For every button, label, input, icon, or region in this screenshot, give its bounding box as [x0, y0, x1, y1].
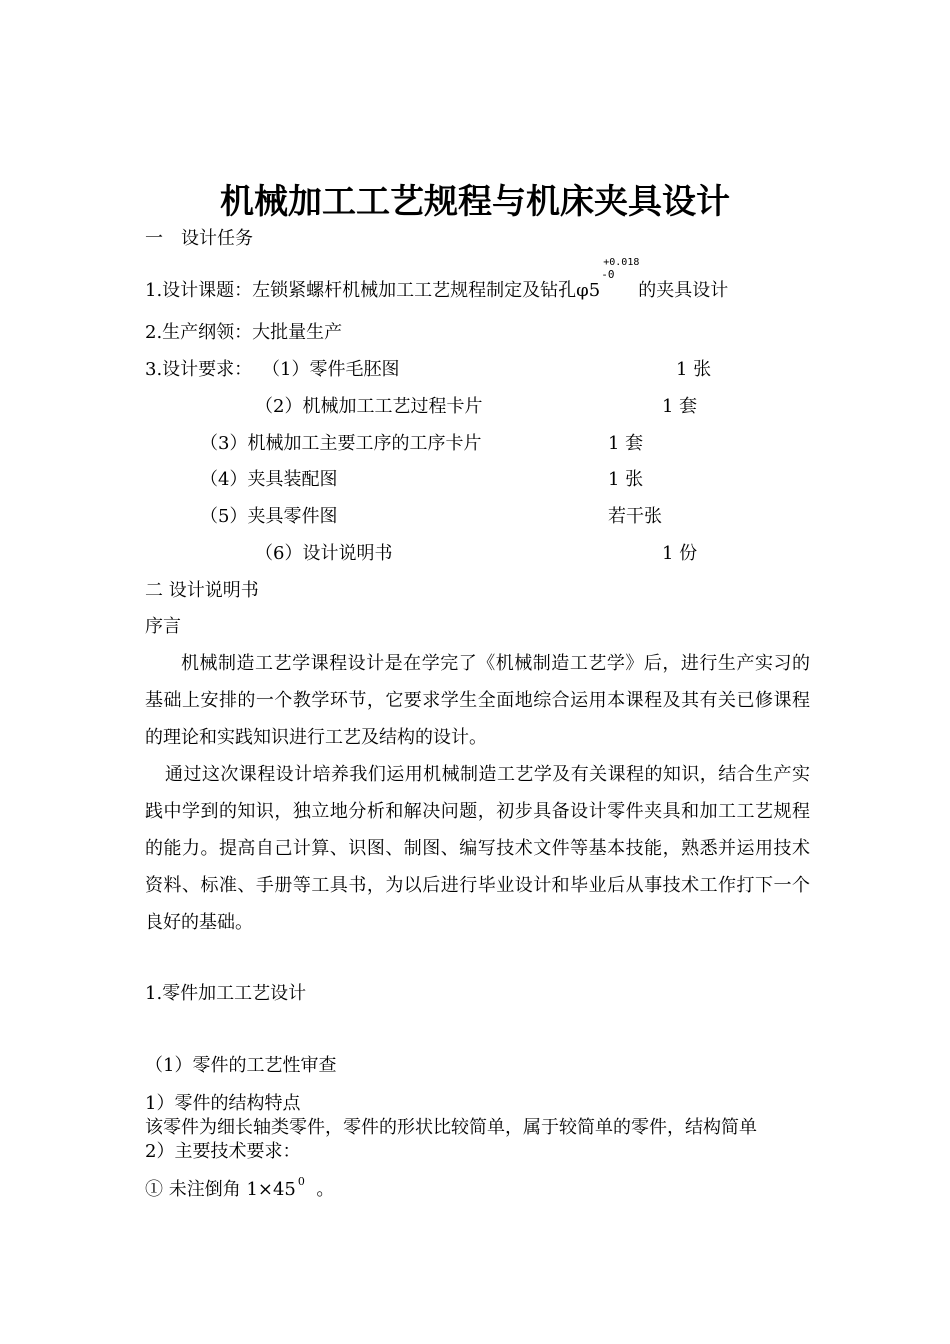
requirement-item: （6）设计说明书	[255, 543, 393, 564]
requirement-item: （5）夹具零件图	[200, 506, 338, 527]
requirements-label: 3.设计要求：	[145, 359, 253, 380]
requirement-item: （3）机械加工主要工序的工序卡片	[200, 433, 482, 454]
production-line: 2.生产纲领：大批量生产	[145, 322, 343, 343]
structure-text: 该零件为细长轴类零件，零件的形状比较简单，属于较简单的零件，结构简单	[145, 1117, 757, 1138]
requirement-qty: 1 张	[608, 469, 644, 490]
requirement-item: （1）零件毛胚图	[262, 359, 400, 380]
requirement-item: （4）夹具装配图	[200, 469, 338, 490]
tolerance-upper: +0.018	[603, 257, 640, 268]
design-topic-dimension: φ5	[576, 280, 601, 301]
preface-paragraph-1: 机械制造工艺学课程设计是在学完了《机械制造工艺学》后，进行生产实习的基础上安排的一个教学环节，它要求学生全面地综合运用本课程及其有关已修课程的理论和实践知识进行工艺及结构的设计。	[145, 653, 810, 748]
section-heading-design-task: 一 设计任务	[145, 228, 253, 249]
requirement-qty: 1 套	[608, 433, 644, 454]
tolerance-lower: -0	[601, 268, 615, 281]
chamfer-text: ① 未注倒角 1×45	[145, 1179, 296, 1200]
requirement-item: （2）机械加工工艺过程卡片	[255, 396, 483, 417]
design-topic-line	[145, 257, 729, 304]
requirement-qty: 1 套	[662, 396, 698, 417]
requirement-qty: 若干张	[608, 506, 662, 527]
tolerance-block	[600, 257, 640, 296]
document-title: 机械加工工艺规程与机床夹具设计	[220, 182, 730, 222]
structure-heading: 1）零件的结构特点	[145, 1093, 301, 1114]
chamfer-end-punct: 。	[316, 1179, 335, 1200]
technical-requirement-item	[145, 1169, 334, 1203]
preface-paragraph-2: 通过这次课程设计培养我们运用机械制造工艺学及有关课程的知识，结合生产实践中学到的知识，独立地分析和解决问题，初步具备设计零件夹具和加工工艺规程的能力。提高自己计算、识图、制图、编写技术文件等基本技能，熟悉并运用技术资料、标准、手册等工具书，为以后进行毕业设计和毕业后从事技术工作打下一个良好的基础。	[145, 764, 810, 933]
part-heading-process-design: 1.零件加工工艺设计	[145, 983, 307, 1004]
technical-requirements-heading: 2）主要技术要求：	[145, 1141, 301, 1162]
degree-superscript: 0	[297, 1175, 305, 1188]
requirement-qty: 1 份	[662, 543, 698, 564]
subsection-heading-process-review: （1）零件的工艺性审查	[145, 1055, 337, 1076]
requirement-qty: 1 张	[676, 359, 712, 380]
section-heading-design-description: 二 设计说明书	[145, 580, 259, 601]
design-topic-label: 1.设计课题：左锁紧螺杆机械加工工艺规程制定及钻孔	[145, 280, 577, 301]
preface-heading: 序言	[145, 616, 181, 637]
design-topic-suffix: 的夹具设计	[638, 280, 729, 301]
